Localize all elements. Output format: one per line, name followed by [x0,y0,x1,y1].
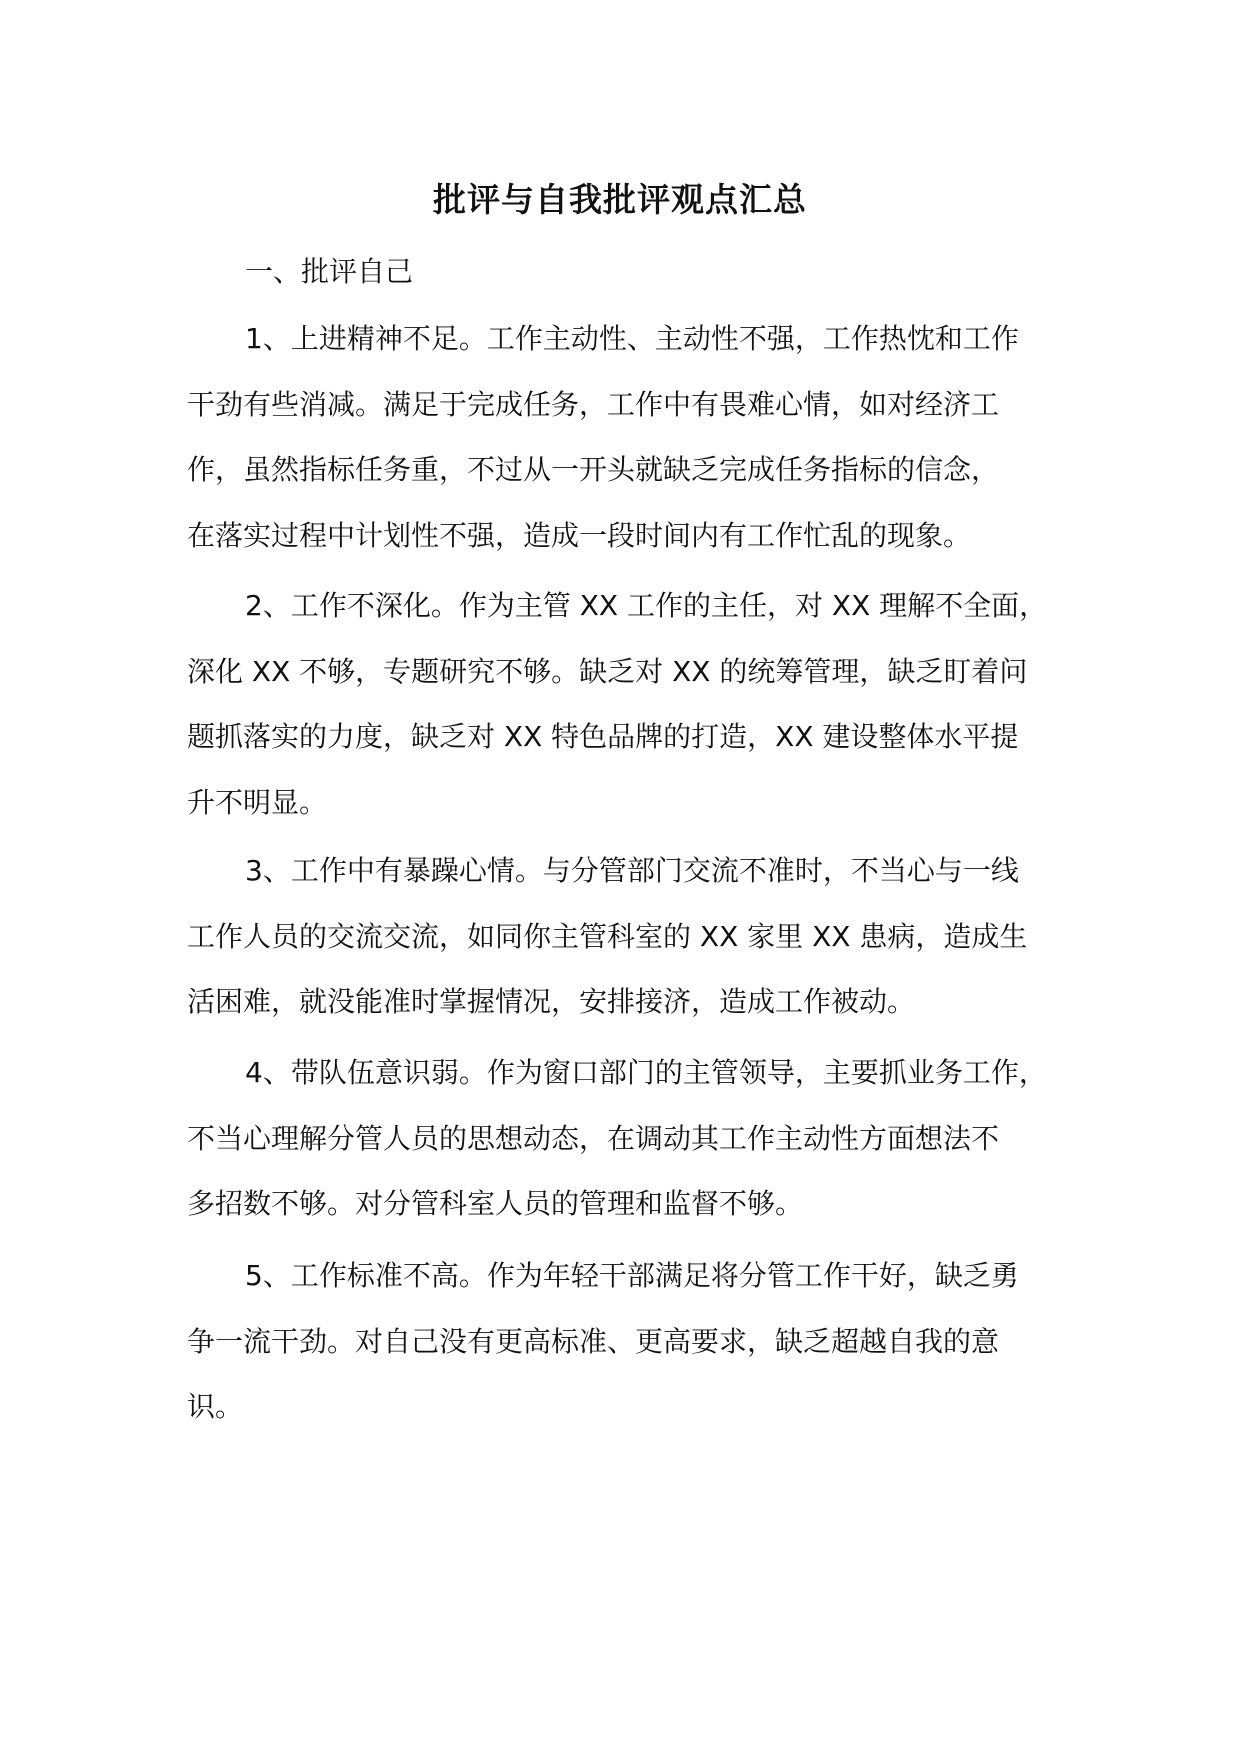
document-title: 批评与自我批评观点汇总 [433,180,807,219]
paragraph-line: 题抓落实的力度，缺乏对 XX 特色品牌的打造，XX 建设整体水平提 [187,720,1019,754]
paragraph-line: 识。 [187,1390,244,1424]
paragraph-5 [187,1254,1087,1451]
paragraph-line: 争一流干劲。对自己没有更高标准、更高要求，缺乏超越自我的意 [187,1324,1000,1358]
paragraph-line: 1、上进精神不足。工作主动性、主动性不强，工作热忱和工作 [245,322,1019,355]
paragraph-line: 多招数不够。对分管科室人员的管理和监督不够。 [187,1187,804,1221]
paragraph-line: 活困难，就没能准时掌握情况，安排接济，造成工作被动。 [187,985,916,1019]
paragraph-line: 5、工作标准不高。作为年轻干部满足将分管工作干好，缺乏勇 [245,1259,1019,1292]
paragraph-line: 2、工作不深化。作为主管 XX 工作的主任，对 XX 理解不全面， [245,589,1048,622]
paragraph-line: 在落实过程中计划性不强，造成一段时间内有工作忙乱的现象。 [187,519,972,553]
paragraph-line: 不当心理解分管人员的思想动态，在调动其工作主动性方面想法不 [187,1121,1000,1155]
paragraph-3 [187,849,1087,1046]
section-heading: 一、批评自己 [245,255,414,288]
paragraph-4 [187,1051,1087,1248]
paragraph-line: 作，虽然指标任务重，不过从一开头就缺乏完成任务指标的信念， [187,453,1000,487]
paragraph-2 [187,584,1087,847]
paragraph-line: 4、带队伍意识弱。作为窗口部门的主管领导，主要抓业务工作， [245,1056,1047,1089]
paragraph-line: 工作人员的交流交流，如同你主管科室的 XX 家里 XX 患病，造成生 [187,919,1028,953]
paragraph-line: 深化 XX 不够，专题研究不够。缺乏对 XX 的统筹管理，缺乏盯着问 [187,654,1028,688]
paragraph-line: 3、工作中有暴躁心情。与分管部门交流不准时，不当心与一线 [245,854,1019,887]
paragraph-1 [187,317,1087,580]
paragraph-line: 升不明显。 [187,786,328,820]
paragraph-line: 干劲有些消减。满足于完成任务，工作中有畏难心情，如对经济工 [187,387,1000,421]
